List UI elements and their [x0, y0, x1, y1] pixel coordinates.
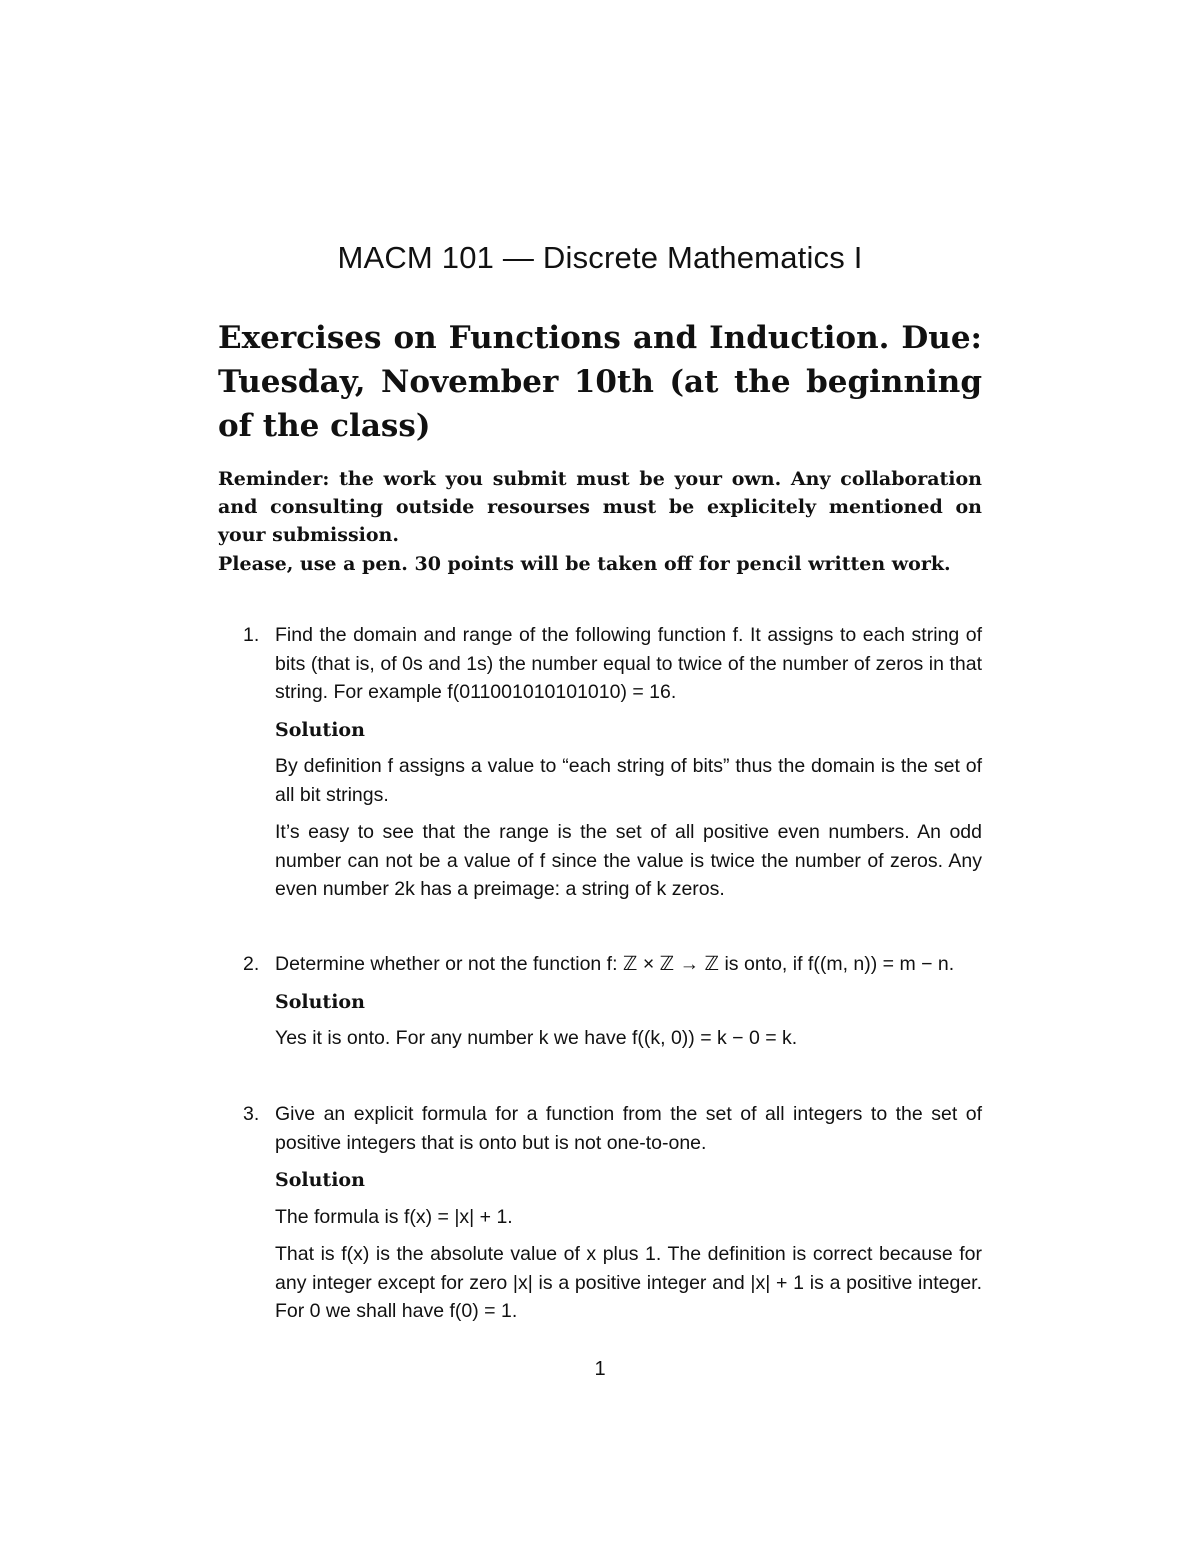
solution-heading: Solution [275, 1169, 365, 1191]
solution-heading: Solution [275, 990, 365, 1013]
solution-paragraph: The formula is f(x) = |x| + 1. [275, 1205, 513, 1228]
problem-question: Find the domain and range of the following function f. It assigns to each string of bits (that is, of 0s and 1s) the number equal to twice of the number of zeros in that string. For example f(011001010101010) = 16. [275, 624, 982, 703]
course-title: MACM 101 — Discrete Mathematics I [337, 240, 863, 275]
pen-notice: Please, use a pen. 30 points will be taken off for pencil written work. [218, 553, 951, 575]
problem-number: 2. [243, 953, 260, 975]
problem-3 [218, 1100, 982, 1335]
reminder-notice: Reminder: the work you submit must be your own. Any collaboration and consulting outside resourses must be explicitely mentioned on your submission. [218, 468, 982, 546]
page-number: 1 [594, 1358, 606, 1380]
problem-2 [218, 950, 982, 1062]
problem-number: 1. [243, 624, 260, 646]
assignment-heading: Exercises on Functions and Induction. Due: Tuesday, November 10th (at the beginning of the class) [218, 320, 982, 444]
solution-paragraph: It’s easy to see that the range is the set of all positive even numbers. An odd number can not be a value of f since the value is twice the number of zeros. Any even number 2k has a preimage: a string of k zeros. [275, 821, 982, 900]
problem-1 [218, 621, 982, 913]
solution-paragraph: By definition f assigns a value to “each string of bits” thus the domain is the set of all bit strings. [275, 755, 982, 806]
problem-question: Determine whether or not the function f: ℤ × ℤ → ℤ is onto, if f((m, n)) = m − n. [275, 953, 955, 975]
problem-number: 3. [243, 1103, 260, 1125]
solution-paragraph: Yes it is onto. For any number k we have f((k, 0)) = k − 0 = k. [275, 1027, 798, 1049]
solution-paragraph: That is f(x) is the absolute value of x plus 1. The definition is correct because for any integer except for zero |x| is a positive integer and |x| + 1 is a positive integer. For 0 we shall have f(0) = 1. [275, 1243, 982, 1322]
problem-question: Give an explicit formula for a function from the set of all integers to the set of positive integers that is onto but is not one-to-one. [275, 1103, 982, 1154]
solution-heading: Solution [275, 718, 365, 741]
